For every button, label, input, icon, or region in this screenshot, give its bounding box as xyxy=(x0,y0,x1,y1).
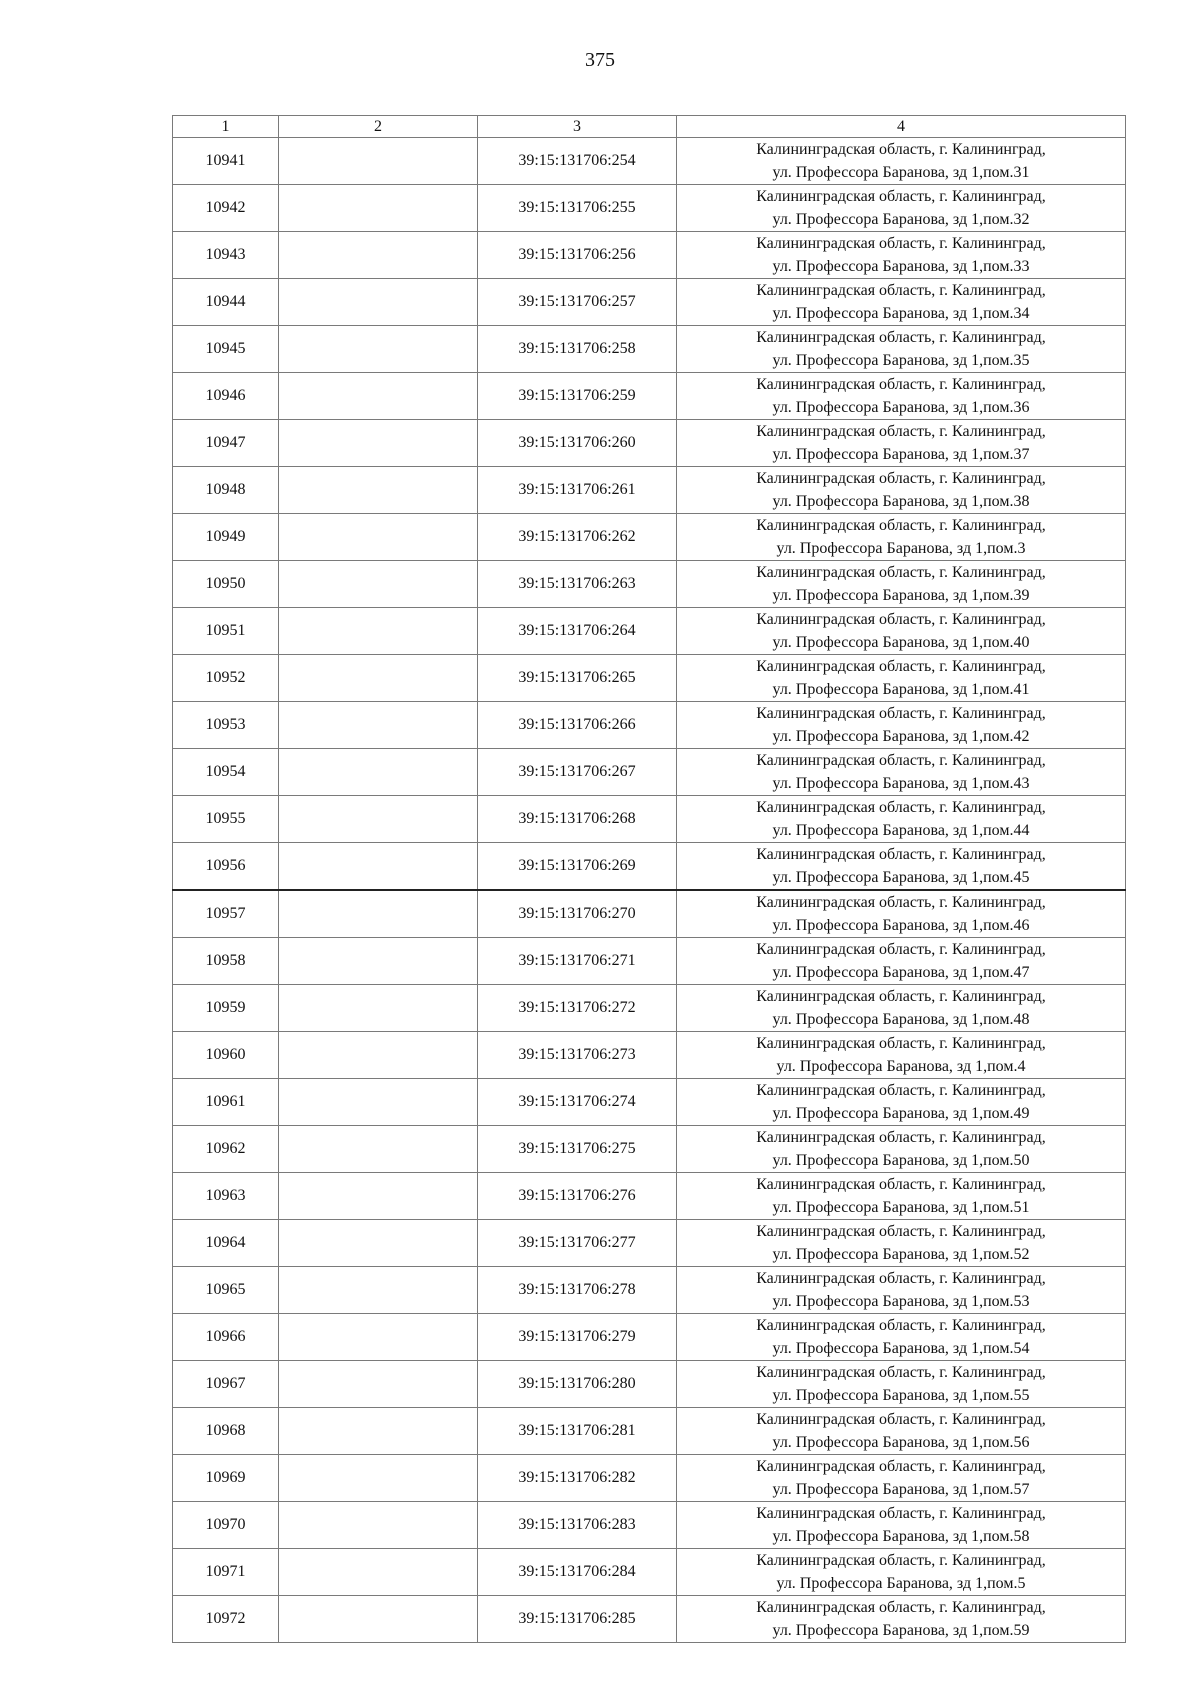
table-row xyxy=(173,420,1126,467)
address-line-2: ул. Профессора Баранова, зд 1,пом.48 xyxy=(772,1011,1030,1028)
registry-table xyxy=(172,115,1126,1643)
row-col2-cell xyxy=(279,1408,478,1455)
row-number-cell: 10954 xyxy=(173,749,279,796)
address-cell xyxy=(677,279,1126,326)
address-line-2: ул. Профессора Баранова, зд 1,пом.43 xyxy=(772,775,1030,792)
table-row xyxy=(173,1596,1126,1643)
address-line-1: Калининградская область, г. Калининград, xyxy=(756,799,1046,816)
table-row xyxy=(173,232,1126,279)
address-cell xyxy=(677,561,1126,608)
address-line-1: Калининградская область, г. Калининград, xyxy=(756,1129,1046,1146)
address-line-2: ул. Профессора Баранова, зд 1,пом.33 xyxy=(772,258,1030,275)
table-row xyxy=(173,608,1126,655)
address-line-1: Калининградская область, г. Калининград, xyxy=(756,941,1046,958)
cadastral-number-cell: 39:15:131706:283 xyxy=(478,1502,677,1549)
table-row xyxy=(173,985,1126,1032)
cadastral-number-cell: 39:15:131706:255 xyxy=(478,185,677,232)
address-line-2: ул. Профессора Баранова, зд 1,пом.38 xyxy=(772,493,1030,510)
address-line-1: Калининградская область, г. Калининград, xyxy=(756,988,1046,1005)
address-line-2: ул. Профессора Баранова, зд 1,пом.44 xyxy=(772,822,1030,839)
row-col2-cell xyxy=(279,1032,478,1079)
address-line-1: Калининградская область, г. Калининград, xyxy=(756,611,1046,628)
address-line-2: ул. Профессора Баранова, зд 1,пом.36 xyxy=(772,399,1030,416)
address-cell xyxy=(677,138,1126,185)
address-cell xyxy=(677,1455,1126,1502)
row-number-cell: 10942 xyxy=(173,185,279,232)
cadastral-number-cell: 39:15:131706:261 xyxy=(478,467,677,514)
row-col2-cell xyxy=(279,1173,478,1220)
row-number-cell: 10950 xyxy=(173,561,279,608)
header-cell-4: 4 xyxy=(677,116,1126,138)
row-number-cell: 10962 xyxy=(173,1126,279,1173)
row-number-cell: 10941 xyxy=(173,138,279,185)
row-number-cell: 10959 xyxy=(173,985,279,1032)
row-col2-cell xyxy=(279,138,478,185)
row-col2-cell xyxy=(279,938,478,985)
address-line-2: ул. Профессора Баранова, зд 1,пом.46 xyxy=(772,917,1030,934)
address-line-1: Калининградская область, г. Калининград, xyxy=(756,141,1046,158)
cadastral-number-cell: 39:15:131706:257 xyxy=(478,279,677,326)
row-col2-cell xyxy=(279,326,478,373)
address-line-1: Калининградская область, г. Калининград, xyxy=(756,846,1046,863)
row-col2-cell xyxy=(279,843,478,891)
address-line-1: Калининградская область, г. Калининград, xyxy=(756,1223,1046,1240)
row-col2-cell xyxy=(279,1596,478,1643)
address-line-2: ул. Профессора Баранова, зд 1,пом.56 xyxy=(772,1434,1030,1451)
row-number-cell: 10943 xyxy=(173,232,279,279)
address-cell xyxy=(677,1220,1126,1267)
row-col2-cell xyxy=(279,1361,478,1408)
cadastral-number-cell: 39:15:131706:254 xyxy=(478,138,677,185)
cadastral-number-cell: 39:15:131706:285 xyxy=(478,1596,677,1643)
row-number-cell: 10966 xyxy=(173,1314,279,1361)
address-cell xyxy=(677,1032,1126,1079)
address-line-2: ул. Профессора Баранова, зд 1,пом.39 xyxy=(772,587,1030,604)
row-number-cell: 10971 xyxy=(173,1549,279,1596)
address-line-2: ул. Профессора Баранова, зд 1,пом.32 xyxy=(772,211,1030,228)
address-line-2: ул. Профессора Баранова, зд 1,пом.34 xyxy=(772,305,1030,322)
address-line-2: ул. Профессора Баранова, зд 1,пом.4 xyxy=(776,1058,1026,1075)
address-cell xyxy=(677,467,1126,514)
cadastral-number-cell: 39:15:131706:276 xyxy=(478,1173,677,1220)
cadastral-number-cell: 39:15:131706:269 xyxy=(478,843,677,891)
address-line-1: Калининградская область, г. Калининград, xyxy=(756,1317,1046,1334)
table-row xyxy=(173,185,1126,232)
address-cell xyxy=(677,1079,1126,1126)
row-col2-cell xyxy=(279,608,478,655)
row-number-cell: 10970 xyxy=(173,1502,279,1549)
cadastral-number-cell: 39:15:131706:275 xyxy=(478,1126,677,1173)
header-cell-3: 3 xyxy=(478,116,677,138)
address-cell xyxy=(677,1549,1126,1596)
row-number-cell: 10956 xyxy=(173,843,279,891)
address-cell xyxy=(677,1361,1126,1408)
table-row xyxy=(173,1549,1126,1596)
address-cell xyxy=(677,373,1126,420)
cadastral-number-cell: 39:15:131706:270 xyxy=(478,890,677,938)
row-number-cell: 10957 xyxy=(173,890,279,938)
address-line-2: ул. Профессора Баранова, зд 1,пом.3 xyxy=(776,540,1026,557)
row-col2-cell xyxy=(279,561,478,608)
row-col2-cell xyxy=(279,185,478,232)
cadastral-number-cell: 39:15:131706:265 xyxy=(478,655,677,702)
address-line-1: Калининградская область, г. Калининград, xyxy=(756,329,1046,346)
address-line-1: Калининградская область, г. Калининград, xyxy=(756,1411,1046,1428)
row-number-cell: 10958 xyxy=(173,938,279,985)
table-row xyxy=(173,796,1126,843)
address-line-1: Калининградская область, г. Калининград, xyxy=(756,1035,1046,1052)
row-col2-cell xyxy=(279,279,478,326)
address-cell xyxy=(677,185,1126,232)
address-line-1: Калининградская область, г. Калининград, xyxy=(756,894,1046,911)
cadastral-number-cell: 39:15:131706:272 xyxy=(478,985,677,1032)
address-cell xyxy=(677,232,1126,279)
cadastral-number-cell: 39:15:131706:268 xyxy=(478,796,677,843)
header-cell-2: 2 xyxy=(279,116,478,138)
address-line-1: Калининградская область, г. Калининград, xyxy=(756,1599,1046,1616)
address-line-1: Калининградская область, г. Калининград, xyxy=(756,564,1046,581)
table-row xyxy=(173,843,1126,891)
row-number-cell: 10963 xyxy=(173,1173,279,1220)
table-header-row xyxy=(173,116,1126,138)
table-row xyxy=(173,890,1126,938)
table-row xyxy=(173,655,1126,702)
row-col2-cell xyxy=(279,1314,478,1361)
address-cell xyxy=(677,749,1126,796)
address-line-1: Калининградская область, г. Калининград, xyxy=(756,705,1046,722)
address-cell xyxy=(677,655,1126,702)
address-line-2: ул. Профессора Баранова, зд 1,пом.53 xyxy=(772,1293,1030,1310)
address-line-2: ул. Профессора Баранова, зд 1,пом.57 xyxy=(772,1481,1030,1498)
cadastral-number-cell: 39:15:131706:273 xyxy=(478,1032,677,1079)
row-col2-cell xyxy=(279,749,478,796)
table-row xyxy=(173,1361,1126,1408)
address-cell xyxy=(677,1173,1126,1220)
row-col2-cell xyxy=(279,373,478,420)
table-row xyxy=(173,1314,1126,1361)
address-line-2: ул. Профессора Баранова, зд 1,пом.40 xyxy=(772,634,1030,651)
row-col2-cell xyxy=(279,420,478,467)
table-row xyxy=(173,1173,1126,1220)
address-line-1: Калининградская область, г. Калининград, xyxy=(756,235,1046,252)
address-line-2: ул. Профессора Баранова, зд 1,пом.37 xyxy=(772,446,1030,463)
address-line-1: Калининградская область, г. Калининград, xyxy=(756,517,1046,534)
address-cell xyxy=(677,1126,1126,1173)
row-number-cell: 10955 xyxy=(173,796,279,843)
address-cell xyxy=(677,1408,1126,1455)
row-col2-cell xyxy=(279,1126,478,1173)
row-number-cell: 10947 xyxy=(173,420,279,467)
address-cell xyxy=(677,843,1126,891)
address-line-1: Калининградская область, г. Калининград, xyxy=(756,1364,1046,1381)
cadastral-number-cell: 39:15:131706:279 xyxy=(478,1314,677,1361)
row-number-cell: 10949 xyxy=(173,514,279,561)
table-row xyxy=(173,561,1126,608)
cadastral-number-cell: 39:15:131706:271 xyxy=(478,938,677,985)
address-cell xyxy=(677,890,1126,938)
address-line-2: ул. Профессора Баранова, зд 1,пом.51 xyxy=(772,1199,1030,1216)
address-cell xyxy=(677,326,1126,373)
header-cell-1: 1 xyxy=(173,116,279,138)
row-number-cell: 10960 xyxy=(173,1032,279,1079)
row-col2-cell xyxy=(279,232,478,279)
address-line-2: ул. Профессора Баранова, зд 1,пом.35 xyxy=(772,352,1030,369)
cadastral-number-cell: 39:15:131706:274 xyxy=(478,1079,677,1126)
address-cell xyxy=(677,1314,1126,1361)
table-row xyxy=(173,1455,1126,1502)
address-cell xyxy=(677,702,1126,749)
address-line-2: ул. Профессора Баранова, зд 1,пом.47 xyxy=(772,964,1030,981)
table-row xyxy=(173,326,1126,373)
cadastral-number-cell: 39:15:131706:267 xyxy=(478,749,677,796)
row-col2-cell xyxy=(279,1267,478,1314)
cadastral-number-cell: 39:15:131706:277 xyxy=(478,1220,677,1267)
table-row xyxy=(173,279,1126,326)
address-line-2: ул. Профессора Баранова, зд 1,пом.41 xyxy=(772,681,1030,698)
address-line-2: ул. Профессора Баранова, зд 1,пом.54 xyxy=(772,1340,1030,1357)
cadastral-number-cell: 39:15:131706:282 xyxy=(478,1455,677,1502)
address-cell xyxy=(677,985,1126,1032)
address-cell xyxy=(677,1502,1126,1549)
row-col2-cell xyxy=(279,890,478,938)
row-col2-cell xyxy=(279,1220,478,1267)
address-line-2: ул. Профессора Баранова, зд 1,пом.52 xyxy=(772,1246,1030,1263)
address-cell xyxy=(677,1596,1126,1643)
row-col2-cell xyxy=(279,702,478,749)
cadastral-number-cell: 39:15:131706:259 xyxy=(478,373,677,420)
table-row xyxy=(173,467,1126,514)
cadastral-number-cell: 39:15:131706:263 xyxy=(478,561,677,608)
table-row xyxy=(173,1220,1126,1267)
address-line-2: ул. Профессора Баранова, зд 1,пом.50 xyxy=(772,1152,1030,1169)
address-line-1: Калининградская область, г. Калининград, xyxy=(756,470,1046,487)
row-number-cell: 10951 xyxy=(173,608,279,655)
address-cell xyxy=(677,938,1126,985)
address-cell xyxy=(677,796,1126,843)
row-col2-cell xyxy=(279,985,478,1032)
registry-table-body xyxy=(173,116,1126,1643)
cadastral-number-cell: 39:15:131706:264 xyxy=(478,608,677,655)
row-number-cell: 10965 xyxy=(173,1267,279,1314)
address-line-1: Калининградская область, г. Калининград, xyxy=(756,1552,1046,1569)
address-line-2: ул. Профессора Баранова, зд 1,пом.42 xyxy=(772,728,1030,745)
address-line-2: ул. Профессора Баранова, зд 1,пом.59 xyxy=(772,1622,1030,1639)
address-line-1: Калининградская область, г. Калининград, xyxy=(756,752,1046,769)
address-line-1: Калининградская область, г. Калининград, xyxy=(756,1270,1046,1287)
row-number-cell: 10961 xyxy=(173,1079,279,1126)
table-row xyxy=(173,1502,1126,1549)
address-line-1: Калининградская область, г. Калининград, xyxy=(756,188,1046,205)
table-row xyxy=(173,1079,1126,1126)
table-row xyxy=(173,1267,1126,1314)
row-number-cell: 10964 xyxy=(173,1220,279,1267)
cadastral-number-cell: 39:15:131706:281 xyxy=(478,1408,677,1455)
address-line-2: ул. Профессора Баранова, зд 1,пом.31 xyxy=(772,164,1030,181)
row-number-cell: 10969 xyxy=(173,1455,279,1502)
cadastral-number-cell: 39:15:131706:266 xyxy=(478,702,677,749)
row-number-cell: 10944 xyxy=(173,279,279,326)
row-number-cell: 10946 xyxy=(173,373,279,420)
table-row xyxy=(173,702,1126,749)
table-row xyxy=(173,138,1126,185)
table-row xyxy=(173,373,1126,420)
row-number-cell: 10968 xyxy=(173,1408,279,1455)
address-line-2: ул. Профессора Баранова, зд 1,пом.45 xyxy=(772,869,1030,886)
table-row xyxy=(173,749,1126,796)
row-col2-cell xyxy=(279,796,478,843)
address-cell xyxy=(677,608,1126,655)
page-number: 375 xyxy=(585,49,615,71)
address-line-1: Калининградская область, г. Калининград, xyxy=(756,658,1046,675)
row-number-cell: 10945 xyxy=(173,326,279,373)
table-row xyxy=(173,514,1126,561)
address-line-2: ул. Профессора Баранова, зд 1,пом.58 xyxy=(772,1528,1030,1545)
row-col2-cell xyxy=(279,1502,478,1549)
address-line-1: Калининградская область, г. Калининград, xyxy=(756,1458,1046,1475)
address-cell xyxy=(677,420,1126,467)
table-row xyxy=(173,1126,1126,1173)
address-line-2: ул. Профессора Баранова, зд 1,пом.49 xyxy=(772,1105,1030,1122)
row-col2-cell xyxy=(279,1079,478,1126)
address-line-1: Калининградская область, г. Калининград, xyxy=(756,282,1046,299)
cadastral-number-cell: 39:15:131706:278 xyxy=(478,1267,677,1314)
row-number-cell: 10972 xyxy=(173,1596,279,1643)
cadastral-number-cell: 39:15:131706:280 xyxy=(478,1361,677,1408)
table-row xyxy=(173,938,1126,985)
cadastral-number-cell: 39:15:131706:284 xyxy=(478,1549,677,1596)
row-number-cell: 10948 xyxy=(173,467,279,514)
address-line-1: Калининградская область, г. Калининград, xyxy=(756,1176,1046,1193)
address-cell xyxy=(677,514,1126,561)
address-line-2: ул. Профессора Баранова, зд 1,пом.5 xyxy=(776,1575,1026,1592)
row-number-cell: 10967 xyxy=(173,1361,279,1408)
row-col2-cell xyxy=(279,1549,478,1596)
row-number-cell: 10952 xyxy=(173,655,279,702)
cadastral-number-cell: 39:15:131706:262 xyxy=(478,514,677,561)
cadastral-number-cell: 39:15:131706:260 xyxy=(478,420,677,467)
address-line-1: Калининградская область, г. Калининград, xyxy=(756,423,1046,440)
row-col2-cell xyxy=(279,514,478,561)
address-cell xyxy=(677,1267,1126,1314)
address-line-1: Калининградская область, г. Калининград, xyxy=(756,1505,1046,1522)
row-col2-cell xyxy=(279,467,478,514)
cadastral-number-cell: 39:15:131706:258 xyxy=(478,326,677,373)
address-line-1: Калининградская область, г. Калининград, xyxy=(756,1082,1046,1099)
table-row xyxy=(173,1032,1126,1079)
cadastral-number-cell: 39:15:131706:256 xyxy=(478,232,677,279)
address-line-2: ул. Профессора Баранова, зд 1,пом.55 xyxy=(772,1387,1030,1404)
row-col2-cell xyxy=(279,1455,478,1502)
address-line-1: Калининградская область, г. Калининград, xyxy=(756,376,1046,393)
row-col2-cell xyxy=(279,655,478,702)
row-number-cell: 10953 xyxy=(173,702,279,749)
table-row xyxy=(173,1408,1126,1455)
